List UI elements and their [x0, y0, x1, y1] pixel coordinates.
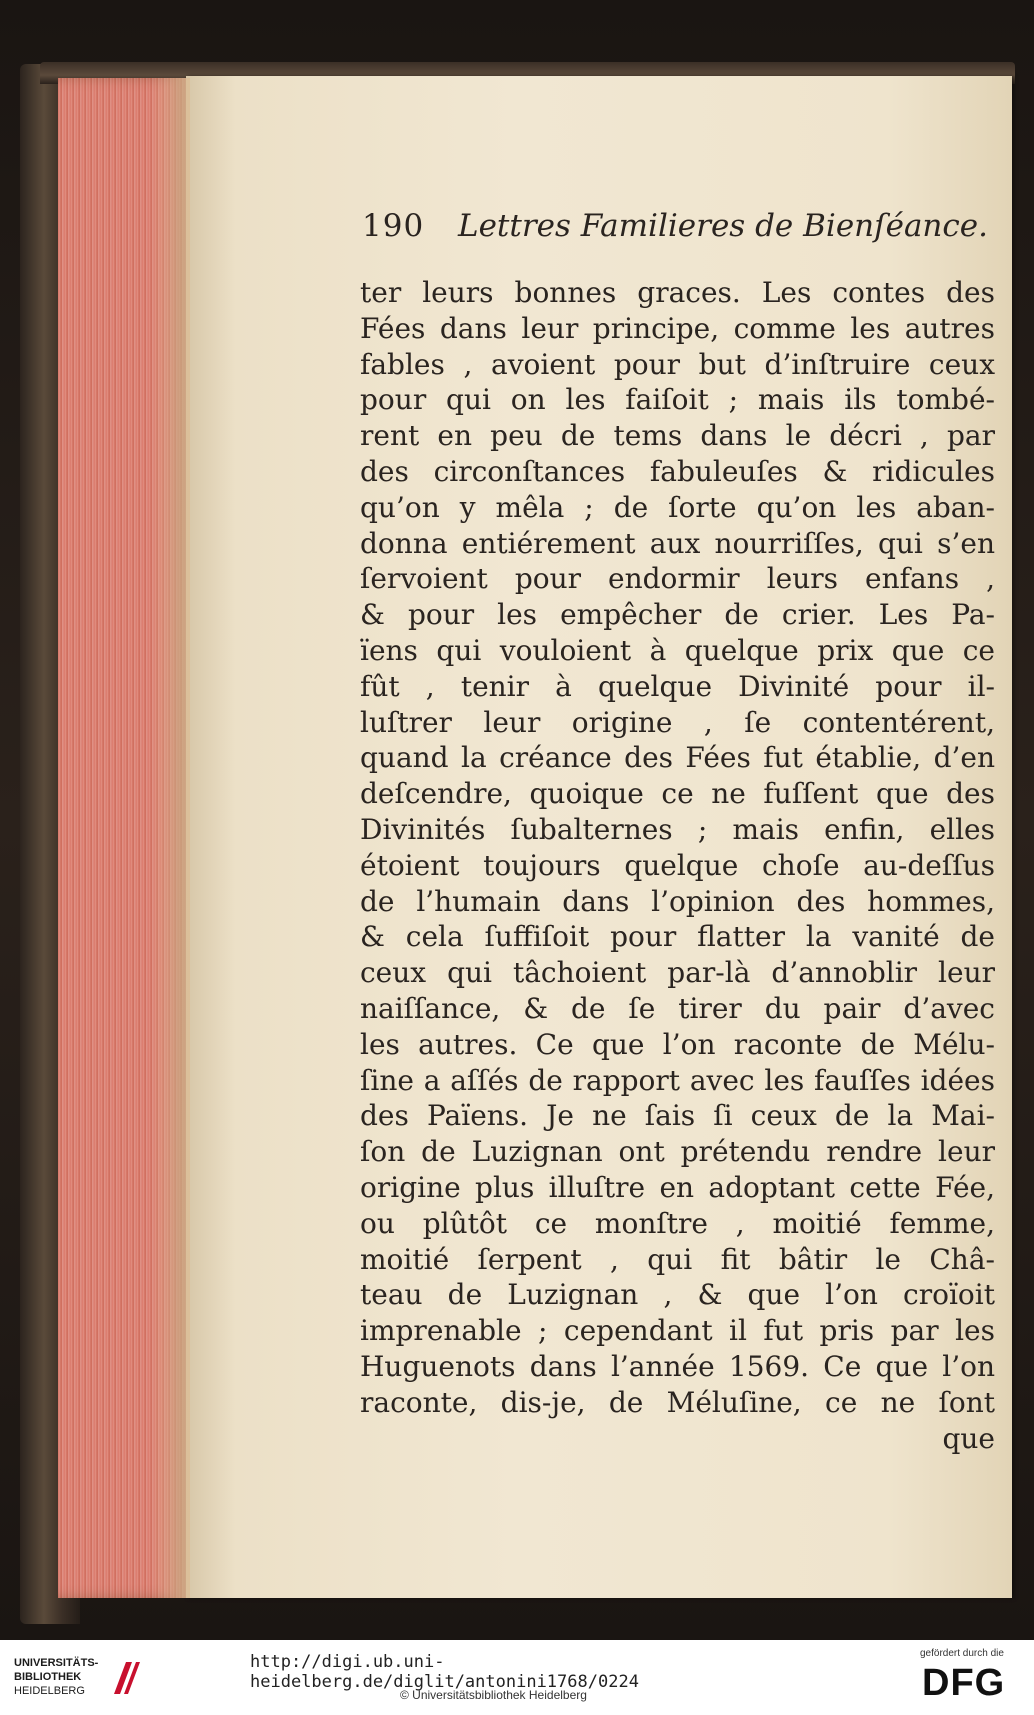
funder-label: gefördert durch die: [920, 1648, 1004, 1659]
text-line: des circonſtances fabuleuſes & ridicules: [360, 454, 995, 488]
text-line: origine plus illuſtre en adoptant cette Fée,: [360, 1170, 995, 1204]
text-line: pour qui on les faiſoit ; mais ils tombé-: [360, 383, 995, 417]
text-line: ou plûtôt ce monſtre , moitié femme,: [360, 1206, 995, 1240]
text-line: Fées dans leur principe, comme les autres: [360, 311, 995, 345]
text-line: fables , avoient pour but d’inſtruire ceux: [360, 347, 995, 381]
library-name-line3: HEIDELBERG: [14, 1685, 85, 1697]
text-line: qu’on y mêla ; de ſorte qu’on les aban-: [360, 490, 995, 524]
text-line: fût , tenir à quelque Divinité pour il-: [360, 669, 995, 703]
text-line: des Païens. Je ne ſais ſi ceux de la Mai-: [360, 1099, 995, 1133]
text-line: ter leurs bonnes graces. Les contes des: [360, 276, 995, 309]
text-line: ſine a aſſés de rapport avec les fauſſes idées: [360, 1063, 995, 1097]
library-name-line2: BIBLIOTHEK: [14, 1671, 82, 1683]
text-line: luſtrer leur origine , ſe contentérent,: [360, 705, 995, 739]
text-line: les autres. Ce que l’on raconte de Mélu-: [360, 1027, 995, 1061]
body-text: [360, 275, 995, 1457]
library-logo-icon: [110, 1654, 144, 1700]
text-line: & cela ſuffiſoit pour flatter la vanité de: [360, 920, 995, 954]
page-number: 190: [362, 208, 425, 244]
text-line: rent en peu de tems dans le décri , par: [360, 419, 995, 453]
copyright-notice: © Universitätsbibliothek Heidelberg: [400, 1688, 587, 1702]
text-line: ſon de Luzignan ont prétendu rendre leur: [360, 1135, 995, 1169]
text-line: raconte, dis-je, de Méluſine, ce ne ſont: [360, 1385, 995, 1419]
text-line: deſcendre, quoique ce ne fuſſent que des: [360, 777, 995, 811]
text-line: Divinités ſubalternes ; mais enfin, elles: [360, 812, 995, 846]
text-line: ceux qui tâchoient par-là d’annoblir leur: [360, 956, 995, 990]
footer-bar: [0, 1640, 1034, 1715]
text-line: imprenable ; cependant il fut pris par les: [360, 1314, 995, 1348]
dfg-logo[interactable]: DFG: [922, 1662, 1006, 1704]
text-line: étoient toujours quelque choſe au-deſſus: [360, 848, 995, 882]
text-line: quand la créance des Fées fut établie, d’en: [360, 741, 995, 775]
text-line: teau de Luzignan , & que l’on croïoit: [360, 1278, 995, 1312]
library-name-line1: UNIVERSITÄTS-: [14, 1657, 99, 1669]
text-line: Huguenots dans l’année 1569. Ce que l’on: [360, 1349, 995, 1383]
running-title: Lettres Familieres de Bienſéance.: [458, 208, 988, 244]
text-line: de l’humain dans l’opinion des hommes,: [360, 884, 995, 918]
text-line: ſervoient pour endormir leurs enfans ,: [360, 562, 995, 596]
permalink-url[interactable]: http://digi.ub.uni-heidelberg.de/diglit/antonini1768/0224: [250, 1652, 639, 1692]
text-line: donna entiérement aux nourriſſes, qui s’en: [360, 526, 995, 560]
text-line: ïens qui vouloient à quelque prix que ce: [360, 633, 995, 667]
catchword: que: [942, 1421, 995, 1455]
text-line: moitié ſerpent , qui fit bâtir le Châ-: [360, 1242, 995, 1276]
running-head: [362, 208, 1002, 260]
text-line: & pour les empêcher de crier. Les Pa-: [360, 598, 995, 632]
text-line: naiſſance, & de ſe tirer du pair d’avec: [360, 991, 995, 1025]
page-gutter-shade: [150, 78, 190, 1598]
